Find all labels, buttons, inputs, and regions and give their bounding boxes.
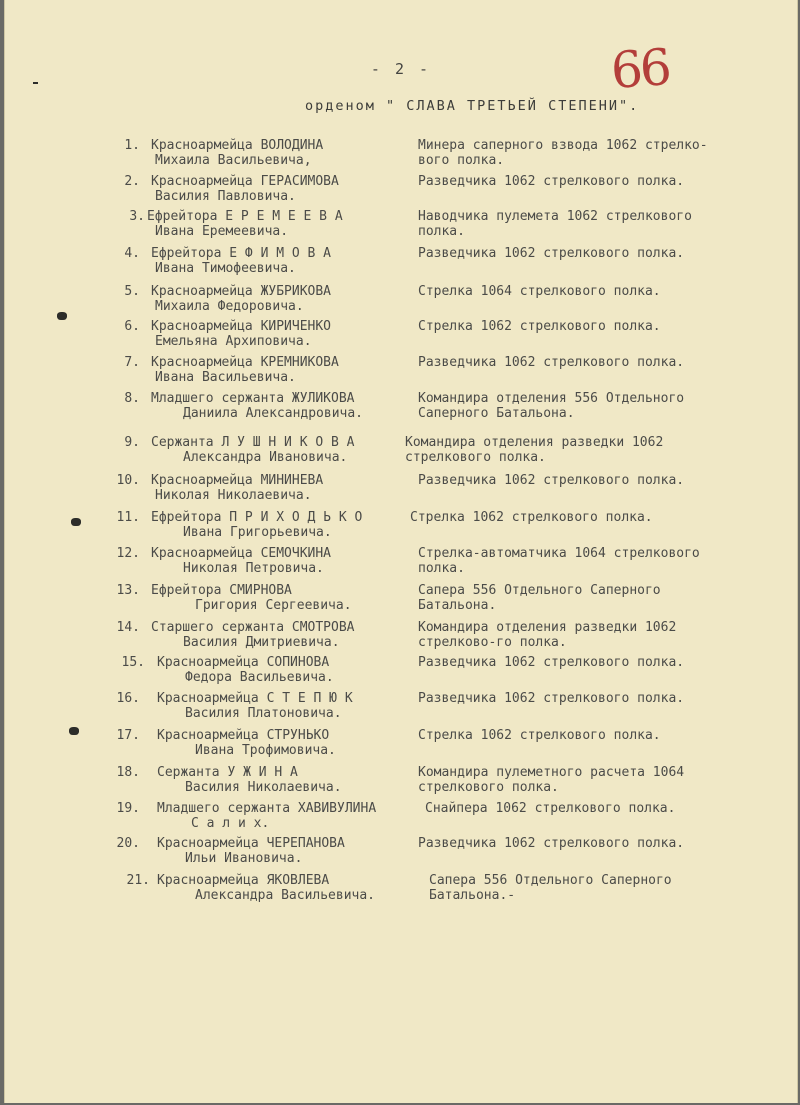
given-names: Ивана Васильевича. bbox=[155, 370, 296, 385]
given-names: Василия Николаевича. bbox=[185, 780, 342, 795]
rank-surname: Красноармейца С Т Е П Ю К bbox=[157, 691, 353, 706]
list-item bbox=[5, 138, 797, 174]
list-item bbox=[5, 284, 797, 320]
rank-surname: Сержанта У Ж И Н А bbox=[157, 765, 298, 780]
given-names: Александра Васильевича. bbox=[195, 888, 376, 903]
entry-number: 20. bbox=[116, 836, 140, 851]
duty-line-1: Стрелка 1062 стрелкового полка. bbox=[410, 510, 653, 525]
list-item bbox=[5, 391, 797, 427]
duty-line-2: Батальона. bbox=[418, 598, 497, 613]
duty-line-2: полка. bbox=[418, 224, 465, 239]
entry-number: 10. bbox=[116, 473, 140, 488]
award-list bbox=[5, 0, 797, 1103]
duty-line-1: Разведчика 1062 стрелкового полка. bbox=[418, 355, 685, 370]
list-item bbox=[5, 319, 797, 355]
list-item bbox=[5, 510, 797, 546]
rank-surname: Старшего сержанта СМОТРОВА bbox=[151, 620, 355, 635]
rank-surname: Красноармейца ГЕРАСИМОВА bbox=[151, 174, 339, 189]
page-number: - 2 - bbox=[370, 60, 432, 78]
document-page bbox=[4, 0, 798, 1103]
given-names: Николая Петровича. bbox=[183, 561, 324, 576]
given-names: Александра Ивановича. bbox=[183, 450, 348, 465]
given-names: Григория Сергеевича. bbox=[195, 598, 352, 613]
rank-surname: Красноармейца ВОЛОДИНА bbox=[151, 138, 324, 153]
list-item bbox=[5, 801, 797, 837]
duty-line-2: полка. bbox=[418, 561, 465, 576]
given-names: Федора Васильевича. bbox=[185, 670, 334, 685]
duty-line-1: Командира пулеметного расчета 1064 bbox=[418, 765, 685, 780]
entry-number: 8. bbox=[124, 391, 140, 406]
rank-surname: Сержанта Л У Ш Н И К О В А bbox=[151, 435, 355, 450]
entry-number: 1. bbox=[124, 138, 140, 153]
handwritten-folio-number: 66 bbox=[609, 38, 671, 100]
duty-line-1: Стрелка 1062 стрелкового полка. bbox=[418, 728, 661, 743]
given-names: Михаила Федоровича. bbox=[155, 299, 304, 314]
entry-number: 12. bbox=[116, 546, 140, 561]
list-item bbox=[5, 435, 797, 471]
entry-number: 15. bbox=[121, 655, 145, 670]
entry-number: 18. bbox=[116, 765, 140, 780]
rank-surname: Красноармейца КИРИЧЕНКО bbox=[151, 319, 332, 334]
given-names: Емельяна Архиповича. bbox=[155, 334, 312, 349]
given-names: Николая Николаевича. bbox=[155, 488, 312, 503]
rank-surname: Младшего сержанта ЖУЛИКОВА bbox=[151, 391, 355, 406]
entry-number: 17. bbox=[116, 728, 140, 743]
given-names: Михаила Васильевича, bbox=[155, 153, 312, 168]
list-item bbox=[5, 765, 797, 801]
duty-line-1: Минера саперного взвода 1062 стрелко- bbox=[418, 138, 708, 153]
entry-number: 11. bbox=[116, 510, 140, 525]
duty-line-1: Разведчика 1062 стрелкового полка. bbox=[418, 836, 685, 851]
list-item bbox=[5, 728, 797, 764]
rank-surname: Красноармейца СТРУНЬКО bbox=[157, 728, 330, 743]
entry-number: 4. bbox=[124, 246, 140, 261]
given-names: С а л и х. bbox=[191, 816, 270, 831]
list-item bbox=[5, 174, 797, 210]
rank-surname: Младшего сержанта ХАВИВУЛИНА bbox=[157, 801, 377, 816]
list-item bbox=[5, 246, 797, 282]
list-item bbox=[5, 655, 797, 691]
duty-line-1: Разведчика 1062 стрелкового полка. bbox=[418, 174, 685, 189]
duty-line-1: Разведчика 1062 стрелкового полка. bbox=[418, 473, 685, 488]
entry-number: 21. bbox=[126, 873, 150, 888]
rank-surname: Красноармейца ЖУБРИКОВА bbox=[151, 284, 332, 299]
entry-number: 16. bbox=[116, 691, 140, 706]
rank-surname: Ефрейтора Е Ф И М О В А bbox=[151, 246, 332, 261]
duty-line-2: Батальона.- bbox=[429, 888, 516, 903]
given-names: Василия Павловича. bbox=[155, 189, 296, 204]
given-names: Василия Дмитриевича. bbox=[183, 635, 340, 650]
duty-line-1: Сапера 556 Отдельного Саперного bbox=[429, 873, 672, 888]
entry-number: 19. bbox=[116, 801, 140, 816]
duty-line-1: Сапера 556 Отдельного Саперного bbox=[418, 583, 661, 598]
duty-line-2: стрелкового полка. bbox=[405, 450, 546, 465]
rank-surname: Красноармейца СЕМОЧКИНА bbox=[151, 546, 332, 561]
duty-line-2: Саперного Батальона. bbox=[418, 406, 575, 421]
given-names: Ивана Тимофеевича. bbox=[155, 261, 296, 276]
given-names: Ильи Ивановича. bbox=[185, 851, 303, 866]
duty-line-2: стрелкового полка. bbox=[418, 780, 559, 795]
duty-line-1: Командира отделения разведки 1062 bbox=[405, 435, 664, 450]
duty-line-2: стрелково-го полка. bbox=[418, 635, 567, 650]
entry-number: 9. bbox=[124, 435, 140, 450]
rank-surname: Красноармейца МИНИНЕВА bbox=[151, 473, 324, 488]
duty-line-1: Разведчика 1062 стрелкового полка. bbox=[418, 655, 685, 670]
rank-surname: Ефрейтора Е Р Е М Е Е В А bbox=[147, 209, 343, 224]
list-item bbox=[5, 691, 797, 727]
duty-line-2: вого полка. bbox=[418, 153, 505, 168]
entry-number: 5. bbox=[124, 284, 140, 299]
award-heading: орденом " СЛАВА ТРЕТЬЕЙ СТЕПЕНИ". bbox=[305, 98, 640, 114]
given-names: Даниила Александровича. bbox=[183, 406, 364, 421]
duty-line-1: Разведчика 1062 стрелкового полка. bbox=[418, 246, 685, 261]
list-item bbox=[5, 473, 797, 509]
list-item bbox=[5, 873, 797, 909]
given-names: Ивана Григорьевича. bbox=[183, 525, 332, 540]
rank-surname: Красноармейца КРЕМНИКОВА bbox=[151, 355, 339, 370]
rank-surname: Красноармейца ЧЕРЕПАНОВА bbox=[157, 836, 345, 851]
entry-number: 13. bbox=[116, 583, 140, 598]
duty-line-1: Командира отделения разведки 1062 bbox=[418, 620, 677, 635]
entry-number: 6. bbox=[124, 319, 140, 334]
entry-number: 14. bbox=[116, 620, 140, 635]
rank-surname: Ефрейтора П Р И Х О Д Ь К О bbox=[151, 510, 363, 525]
duty-line-1: Стрелка 1064 стрелкового полка. bbox=[418, 284, 661, 299]
rank-surname: Красноармейца ЯКОВЛЕВА bbox=[157, 873, 330, 888]
duty-line-1: Разведчика 1062 стрелкового полка. bbox=[418, 691, 685, 706]
rank-surname: Ефрейтора СМИРНОВА bbox=[151, 583, 292, 598]
list-item bbox=[5, 620, 797, 656]
given-names: Ивана Еремеевича. bbox=[155, 224, 289, 239]
list-item bbox=[5, 583, 797, 619]
rank-surname: Красноармейца СОПИНОВА bbox=[157, 655, 330, 670]
entry-number: 2. bbox=[124, 174, 140, 189]
list-item bbox=[5, 355, 797, 391]
duty-line-1: Стрелка 1062 стрелкового полка. bbox=[418, 319, 661, 334]
duty-line-1: Командира отделения 556 Отдельного bbox=[418, 391, 685, 406]
list-item bbox=[5, 546, 797, 582]
list-item bbox=[5, 209, 797, 245]
given-names: Василия Платоновича. bbox=[185, 706, 342, 721]
duty-line-1: Наводчика пулемета 1062 стрелкового bbox=[418, 209, 692, 224]
list-item bbox=[5, 836, 797, 872]
duty-line-1: Снайпера 1062 стрелкового полка. bbox=[425, 801, 676, 816]
duty-line-1: Стрелка-автоматчика 1064 стрелкового bbox=[418, 546, 700, 561]
given-names: Ивана Трофимовича. bbox=[195, 743, 336, 758]
entry-number: 3. bbox=[129, 209, 145, 224]
entry-number: 7. bbox=[124, 355, 140, 370]
